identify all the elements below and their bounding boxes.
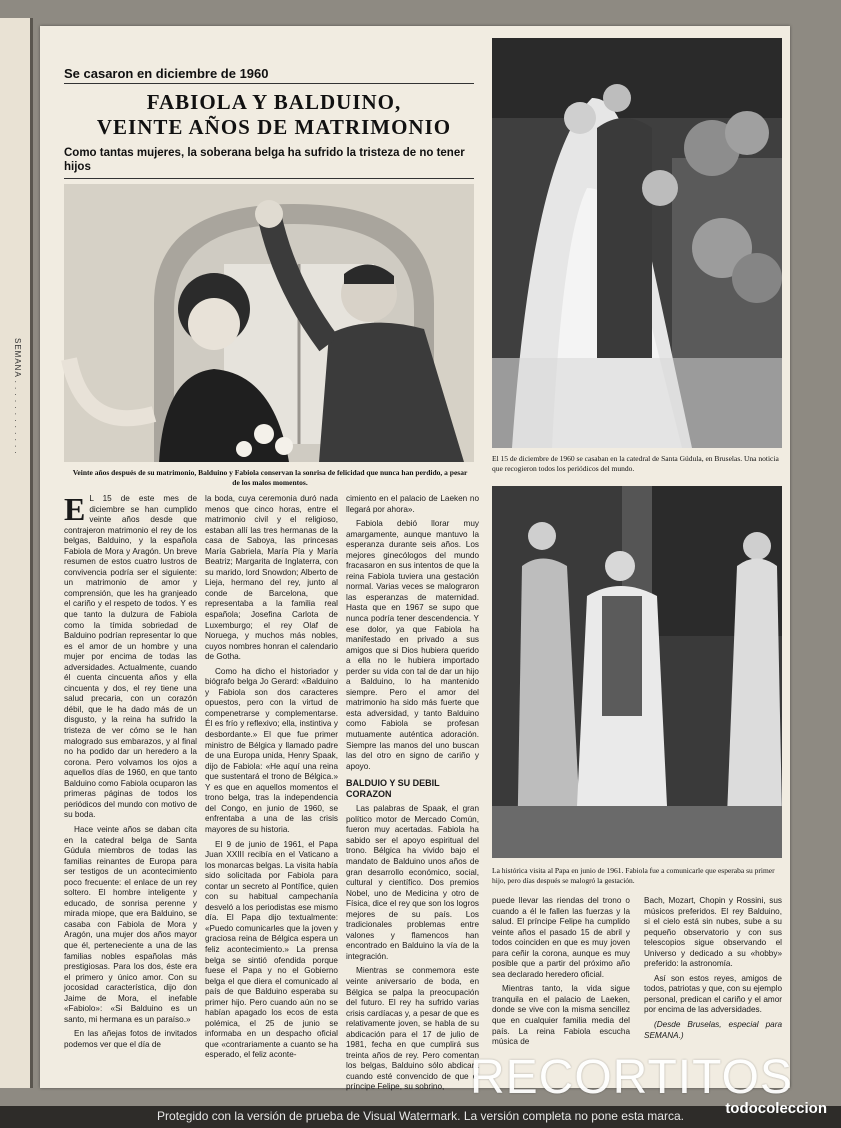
- pope-visit-photo: [492, 486, 782, 858]
- subhead-rule: [64, 178, 474, 179]
- article-paragraph: Mientras se conmemora este veinte aniversario de boda, en Bélgica se palpa la preocupación del futuro. El rey ha sufrido varias crisis cardíacas y, a pesar de que es relativamente joven, se habla de su abdicación para el 17 de julio de 1981, fecha en que cumplirá sus treinta años de rey. Pero comentan los belgas, Balduino sólo abdicará cuando esté convencido de que el príncipe Felipe, su sobrino,: [346, 966, 479, 1092]
- article-paragraph: Como ha dicho el historiador y biógrafo belga Jo Gerard: «Balduino y Fabiola son dos caracteres opuestos, pero con la virtud de compenetrarse y complementarse. Él es frío y reflexivo; ella, instintiva y desbordante.» El que fue primer ministro de Bélgica y llamado padre de una Europa unida, Henry Spaak, dijo de Fabiola: «He aquí una reina que sustentará el trono de Bélgica.» Y es que en aquellos momentos el trono belga, tras la independencia del Congo, en junio de 1960, se enfrentaba a una de las crisis mayores de su historia.: [205, 666, 338, 834]
- article-paragraph: puede llevar las riendas del trono o cuando a él le fallen las fuerzas y la salud. El príncipe Felipe ha cumplido veinte años el pasado 15 de abril y todos coinciden en que es muy joven para ceñir la corona, aunque es muy posible que a partir del próximo año sea declarado heredero oficial.: [492, 896, 630, 979]
- article-paragraph: (Desde Bruselas, especial para SEMANA.): [644, 1020, 782, 1040]
- subheadline: Como tantas mujeres, la soberana belga ha sufrido la tristeza de no tener hijos: [64, 147, 465, 173]
- todocoleccion-logo: todocoleccion: [725, 1100, 827, 1117]
- article-paragraph: Fabiola debió llorar muy amargamente, aunque mantuvo la esperanza durante seis años. Los mejores ginecólogos del mundo fracasaron en sus intentos de que la reina Fabiola tuviera una gestación normal. Varias veces se malograron las esperanzas de maternidad. Hasta que en 1967 se supo que nunca podría tener descendencia. Y ese dolor, ya que Fabiola ha manifestado en privado a sus amigos que si Dios hubiera querido a ella no le hubiera importado perder su vida con tal de dar un hijo a Balduino, lo ha mantenido siempre. Pero el amor del matrimonio ha sido más fuerte que esta adversidad, y tanto Balduino como Fabiola se profesan mutuamente auténtica adoración. Siempre las manos del uno buscan las del otro en signo de cariño y apoyo.: [346, 519, 479, 771]
- recortitos-watermark: RECORTITOS: [470, 1051, 793, 1104]
- article-paragraph: Hace veinte años se daban cita en la catedral belga de Santa Gúdula miembros de todas las familias reinantes de Europa para ser testigos de un acontecimiento poco frecuente: el enlace de un rey soltero. El hombre inteligente y educado, de sonrisa perenne y mirada miope, que era Balduino, se casaba con Fabiola de Mora y Aragón, una mujer dos años mayor que él, perteneciente a una de las familias nobles españolas más prestigiosas. Para los dos, éste era el primero y único amor. Con su jocosidad característica, dijo don Jaime de Mora, el inefable «Fabiolo»: «Si Balduino es un santo, mi hermana es un paraíso.»: [64, 824, 197, 1024]
- article-column-1: [64, 491, 197, 1064]
- watermark-notice: Protegido con la versión de prueba de Visual Watermark. La versión completa no pone esta marca.: [157, 1109, 684, 1123]
- kicker: Se casaron en diciembre de 1960: [64, 66, 269, 81]
- section-heading: BALDUIO Y SU DEBIL CORAZON: [346, 778, 440, 800]
- previous-page-text: SEMANA . . . . . . . . . . . .: [13, 338, 22, 455]
- previous-page-strip: [0, 18, 32, 1088]
- article-paragraph: En las añejas fotos de invitados podemos ver que el día de: [64, 1029, 197, 1049]
- kicker-rule: [64, 83, 474, 84]
- article-paragraph: Bach, Mozart, Chopin y Rossini, sus músicos preferidos. El rey Balduino, si el cielo está sin nubes, sube a su pequeño observatorio y con sus telescopios sigue observando el Universo y dedicado a su «hobby» preferido: la astronomía.: [644, 896, 782, 969]
- article-column-3: [346, 494, 479, 1092]
- article-paragraph: Las palabras de Spaak, el gran político motor de Mercado Común, fueron muy acertadas. Fabiola ha sabido ser el apoyo espiritual del trono. Bélgica ha vivido bajo el mandato de Balduino unos años de gran desarrollo económico, social, cultural y científico. Dos premios Nobel, uno de Medicina y otro de Física, dice el rey que son los logros mejores de su país. Los tradicionales problemas entre valones y flamencos han encontrado en Balduino la vía de la integración.: [346, 804, 479, 961]
- article-paragraph: Así son estos reyes, amigos de todos, patriotas y que, con su ejemplo personal, predican el cariño y el amor por encima de las adversidades.: [644, 973, 782, 1015]
- article-column-4: [492, 896, 630, 1066]
- article-paragraph: Mientras tanto, la vida sigue tranquila en el palacio de Laeken, donde se vive con la misma sencillez que en cualquier familia media del país. La reina Fabiola escucha música de: [492, 984, 630, 1047]
- magazine-page: [40, 26, 790, 1092]
- article-column-5: [644, 896, 782, 1066]
- article-paragraph: cimiento en el palacio de Laeken no llegará por ahora».: [346, 494, 479, 514]
- article-column-2: [205, 494, 338, 1064]
- headline-line-1: FABIOLA Y BALDUINO,: [146, 90, 402, 114]
- balcony-photo: [64, 184, 474, 462]
- drop-cap: E: [64, 491, 86, 527]
- wedding-photo: [492, 38, 782, 448]
- headline-line-2: VEINTE AÑOS DE MATRIMONIO: [96, 115, 452, 139]
- pope-caption: La histórica visita al Papa en junio de 1961. Fabiola fue a comunicarle que esperaba su primer hijo, pero días después se malogró la gestación.: [492, 866, 775, 885]
- article-paragraph: E L 15 de este mes de diciembre se han cumplido veinte años desde que contrajeron matrimonio el rey de los belgas, Balduino, y la española Fabiola de Mora y Aragón. Un breve resumen de estos cuatro lustros de convivencia podría ser el siguiente: un matrimonio de amor y comprensión, que les ha granjeado el cariño y el respeto de todos. Y es que tanto la dulzura de Fabiola como la tímida sobriedad de Balduino podrían representar lo que es el amor de un hombre y una mujer por encima de todas las adversidades. Actualmente, cuando él cuenta cincuenta años y ella cincuenta y dos, el rey tiene una salud precaria, con un corazón débil, que le ha dado más de un disgusto, y la reina ha sufrido la tristeza de ver cómo se le han malogrado sus embarazos, y al final no ha podido dar un heredero a la corona. Pero volvamos los ojos a aquellos días de 1960, en que tanto Balduino como Fabiola ocuparon las primeras páginas de todos los periódicos del mundo con motivo de su boda.: [64, 491, 197, 820]
- balcony-caption: Veinte años después de su matrimonio, Balduino y Fabiola conservan la sonrisa de felicidad que nunca han perdido, a pesar de los malos momentos.: [72, 468, 468, 487]
- headline: [64, 90, 484, 140]
- wedding-caption: El 15 de diciembre de 1960 se casaban en la catedral de Santa Gúdula, en Bruselas. Una noticia que recogieron todos los periódicos del mundo.: [492, 454, 779, 473]
- article-paragraph: la boda, cuya ceremonia duró nada menos que cinco horas, entre el matrimonio civil y el religioso, estaban allí las tres hermanas de la casa de Saboya, las princesas María Gabriela, María Pía y María Beatriz; Margarita de Inglaterra, con su marido, lord Snowdon; Alberto de Lieja, hermano del rey, junto al conde de Barcelona, que representaba a la familia real española; Josefina Carlota de Luxemburgo; el rey Olaf de Noruega, y muchos más nobles, cuyos nombres honran el calendario de Gotha.: [205, 494, 338, 662]
- article-paragraph: El 9 de junio de 1961, el Papa Juan XXIII recibía en el Vaticano a los monarcas belgas. La visita había sido solicitada por Fabiola para contar un secreto al Pontífice, quien con su habitual campechanía desveló a los periodistas ese mismo día. El Papa dijo textualmente: «Puedo comunicarles que la joven y graciosa reina de Bélgica espera un feliz acontecimiento.» La prensa belga se sintió ofendida porque fuese el Papa y no el Gobierno belga el que diera el comunicado al país de que Balduino esperaba su primer hijo. Pero cuando aún no se habían apagado los ecos de esta polémica, el 25 de junio se informaba en un despacho oficial que «contrariamente a cuanto se ha esperado, el feliz aconte-: [205, 839, 338, 1060]
